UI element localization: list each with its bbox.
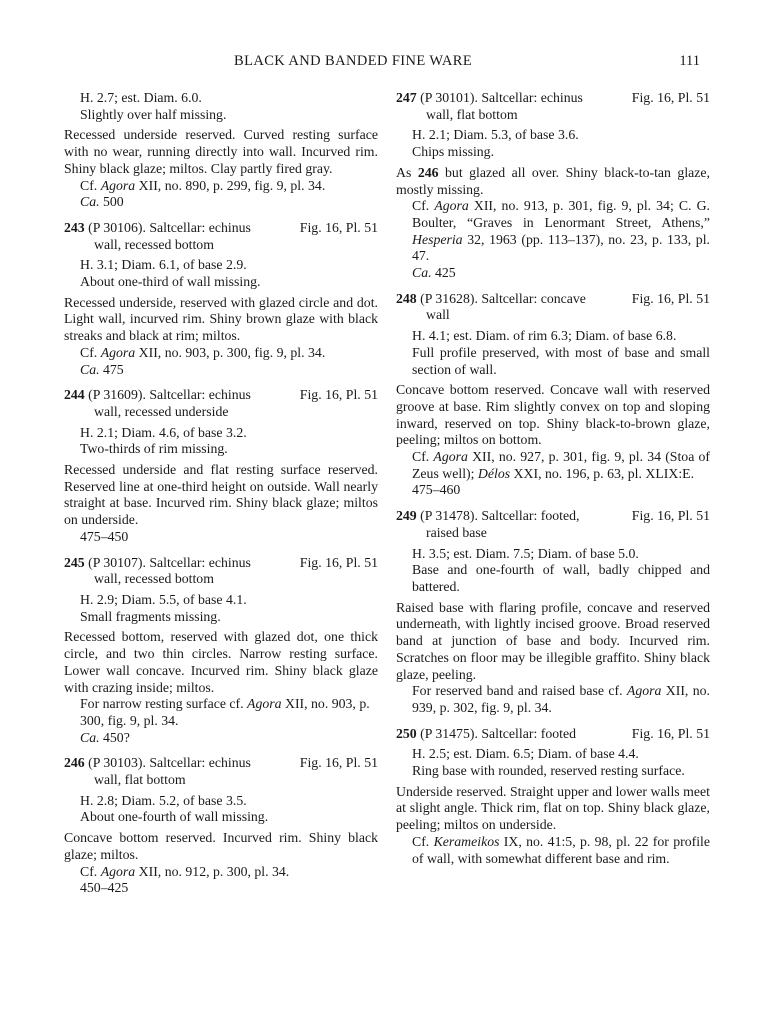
- entry-number: 244: [64, 387, 85, 403]
- entry-number: 246: [64, 755, 85, 771]
- catalog-entry-249: [396, 508, 710, 716]
- entry-title-cont: wall: [426, 307, 450, 323]
- figure-reference: Fig. 16, Pl. 51: [299, 554, 378, 570]
- catalog-entry-244: [64, 387, 378, 545]
- entry-condition: Ring base with rounded, reserved resting surface.: [412, 763, 685, 779]
- entry-condition: Two-thirds of rim missing.: [80, 441, 228, 457]
- figure-reference: Fig. 16, Pl. 51: [631, 290, 710, 306]
- running-title: BLACK AND BANDED FINE WARE: [234, 53, 473, 69]
- catalog-entry-250: [396, 726, 710, 868]
- left-column: [64, 90, 378, 897]
- entry-title-cont: wall, recessed underside: [94, 403, 229, 419]
- entry-description: Concave bottom reserved. Incurved rim. Shiny black glaze; miltos.: [64, 830, 378, 862]
- entry-comparanda: Cf. Agora XII, no. 912, p. 300, pl. 34.: [80, 863, 290, 879]
- catalog-entry-243: [64, 220, 378, 378]
- entry-number: 248: [396, 290, 417, 306]
- entry-dimensions: H. 3.5; est. Diam. 7.5; Diam. of base 5.0.: [412, 545, 639, 561]
- entry-date: Ca. 500: [80, 194, 124, 210]
- entry-description: Recessed bottom, reserved with glazed dot, one thick circle, and two thin circles. Narrow resting surface. Lower wall concave. Incurved rim. Shiny black glaze with crazing inside; miltos.: [64, 629, 378, 695]
- entry-title: (P 31609). Saltcellar: echinus: [84, 387, 251, 403]
- catalog-entry-248: [396, 291, 710, 499]
- entry-comparanda: Cf. Kerameikos IX, no. 41:5, p. 98, pl. 22 for profile of wall, with somewhat different base and rim.: [412, 833, 710, 866]
- running-header: [64, 53, 704, 75]
- entry-dimensions: H. 2.7; est. Diam. 6.0.: [80, 90, 202, 105]
- entry-title: (P 30101). Saltcellar: echinus: [416, 90, 583, 105]
- entry-heading: [64, 555, 378, 588]
- entry-description: Raised base with flaring profile, concave and reserved underneath, with lightly incised groove. Broad reserved band at junction of base and body. Incurved rim. Scratches on floor may be illegible graffito. Shiny black glaze, peeling.: [396, 599, 710, 682]
- entry-number: 245: [64, 554, 85, 570]
- entry-comparanda: Cf. Agora XII, no. 903, p. 300, fig. 9, pl. 34.: [80, 344, 326, 360]
- entry-heading: [396, 291, 710, 324]
- entry-condition: Full profile preserved, with most of base and small section of wall.: [412, 344, 710, 377]
- entry-number: 247: [396, 90, 417, 105]
- entry-title-cont: raised base: [426, 524, 487, 540]
- entry-condition: Chips missing.: [412, 144, 495, 160]
- entry-condition: Base and one-fourth of wall, badly chipped and battered.: [412, 562, 710, 594]
- entry-description: Recessed underside reserved. Curved resting surface with no wear, running directly into wall. Incurved rim. Shiny black glaze; miltos. Clay partly fired gray.: [64, 127, 378, 176]
- entry-condition: Small fragments missing.: [80, 608, 221, 624]
- entry-dimensions: H. 4.1; est. Diam. of rim 6.3; Diam. of base 6.8.: [412, 328, 677, 344]
- entry-title: (P 31478). Saltcellar: footed,: [416, 508, 580, 524]
- figure-reference: Fig. 16, Pl. 51: [299, 387, 378, 403]
- right-column: [396, 90, 710, 867]
- entry-dimensions: H. 2.1; Diam. 5.3, of base 3.6.: [412, 127, 579, 143]
- entry-title-cont: wall, recessed bottom: [94, 236, 214, 252]
- catalog-entry-247: [396, 90, 710, 282]
- entry-number: 243: [64, 219, 85, 235]
- entry-heading: [64, 220, 378, 253]
- entry-dimensions: H. 2.8; Diam. 5.2, of base 3.5.: [80, 792, 247, 808]
- entry-description: As 246 but glazed all over. Shiny black-to-tan glaze, mostly missing.: [396, 164, 710, 197]
- entry-number: 249: [396, 508, 417, 524]
- figure-reference: Fig. 16, Pl. 51: [299, 755, 378, 771]
- entry-heading: [396, 726, 710, 743]
- entry-date: 475–450: [80, 528, 129, 544]
- entry-comparanda: Cf. Agora XII, no. 927, p. 301, fig. 9, pl. 34 (Stoa of Zeus well); Délos XXI, no. 196, p. 63, pl. XLIX:E.: [412, 449, 710, 481]
- entry-title: (P 31628). Saltcellar: concave: [416, 290, 586, 306]
- entry-description: Recessed underside, reserved with glazed circle and dot. Light wall, incurved rim. Shiny brown glaze with black streaks and black at rim; miltos.: [64, 294, 378, 344]
- entry-date: Ca. 475: [80, 361, 124, 377]
- entry-description: Concave bottom reserved. Concave wall with reserved groove at base. Rim slightly convex on top and sloping inward, reserved on top. Shiny black-to-brown glaze, peeling; miltos on bottom.: [396, 382, 710, 448]
- entry-number: 250: [396, 725, 417, 741]
- catalog-entry-245: [64, 555, 378, 747]
- entry-date: 475–460: [412, 482, 461, 498]
- entry-date: 450–425: [80, 880, 129, 896]
- entry-title-cont: wall, flat bottom: [94, 772, 186, 788]
- page-number: 111: [679, 53, 700, 69]
- entry-title-cont: wall, flat bottom: [426, 106, 518, 122]
- entry-dimensions: H. 3.1; Diam. 6.1, of base 2.9.: [80, 257, 247, 273]
- entry-comparanda: Cf. Agora XII, no. 913, p. 301, fig. 9, pl. 34; C. G. Boulter, “Graves in Lenormant Street, Athens,” Hesperia 32, 1963 (pp. 113–137), no. 23, p. 133, pl. 47.: [412, 198, 710, 264]
- entry-heading: [64, 387, 378, 420]
- catalog-entry-continued: [64, 90, 378, 211]
- entry-date: Ca. 425: [412, 265, 456, 281]
- entry-dimensions: H. 2.9; Diam. 5.5, of base 4.1.: [80, 591, 247, 607]
- entry-title: (P 30103). Saltcellar: echinus: [84, 755, 251, 771]
- entry-comparanda: For narrow resting surface cf. Agora XII, no. 903, p. 300, fig. 9, pl. 34.: [80, 696, 370, 728]
- entry-description: Recessed underside and flat resting surface reserved. Reserved line at one-third height on outside. Wall nearly straight at base. Incurved rim. Shiny black glaze; miltos on underside.: [64, 462, 378, 528]
- entry-description: Underside reserved. Straight upper and lower walls meet at slight angle. Thick rim, flat on top. Shiny black glaze, peeling; miltos on underside.: [396, 783, 710, 833]
- entry-heading: [64, 755, 378, 788]
- entry-date: Ca. 450?: [80, 729, 130, 745]
- figure-reference: Fig. 16, Pl. 51: [631, 508, 710, 524]
- entry-comparanda: For reserved band and raised base cf. Agora XII, no. 939, p. 302, fig. 9, pl. 34.: [412, 683, 711, 715]
- entry-comparanda: Cf. Agora XII, no. 890, p. 299, fig. 9, pl. 34.: [80, 177, 326, 193]
- catalog-entry-246: [64, 755, 378, 897]
- figure-reference: Fig. 16, Pl. 51: [299, 219, 378, 235]
- entry-title: (P 31475). Saltcellar: footed: [416, 725, 576, 741]
- figure-reference: Fig. 16, Pl. 51: [631, 90, 710, 105]
- entry-condition: About one-fourth of wall missing.: [80, 809, 269, 825]
- entry-title-cont: wall, recessed bottom: [94, 571, 214, 587]
- entry-dimensions: H. 2.5; est. Diam. 6.5; Diam. of base 4.4.: [412, 746, 639, 762]
- entry-title: (P 30106). Saltcellar: echinus: [84, 219, 251, 235]
- entry-condition: About one-third of wall missing.: [80, 274, 261, 290]
- entry-condition: Slightly over half missing.: [80, 106, 227, 122]
- entry-title: (P 30107). Saltcellar: echinus: [84, 554, 251, 570]
- entry-dimensions: H. 2.1; Diam. 4.6, of base 3.2.: [80, 424, 247, 440]
- entry-heading: [396, 90, 710, 123]
- figure-reference: Fig. 16, Pl. 51: [631, 725, 710, 741]
- entry-heading: [396, 508, 710, 541]
